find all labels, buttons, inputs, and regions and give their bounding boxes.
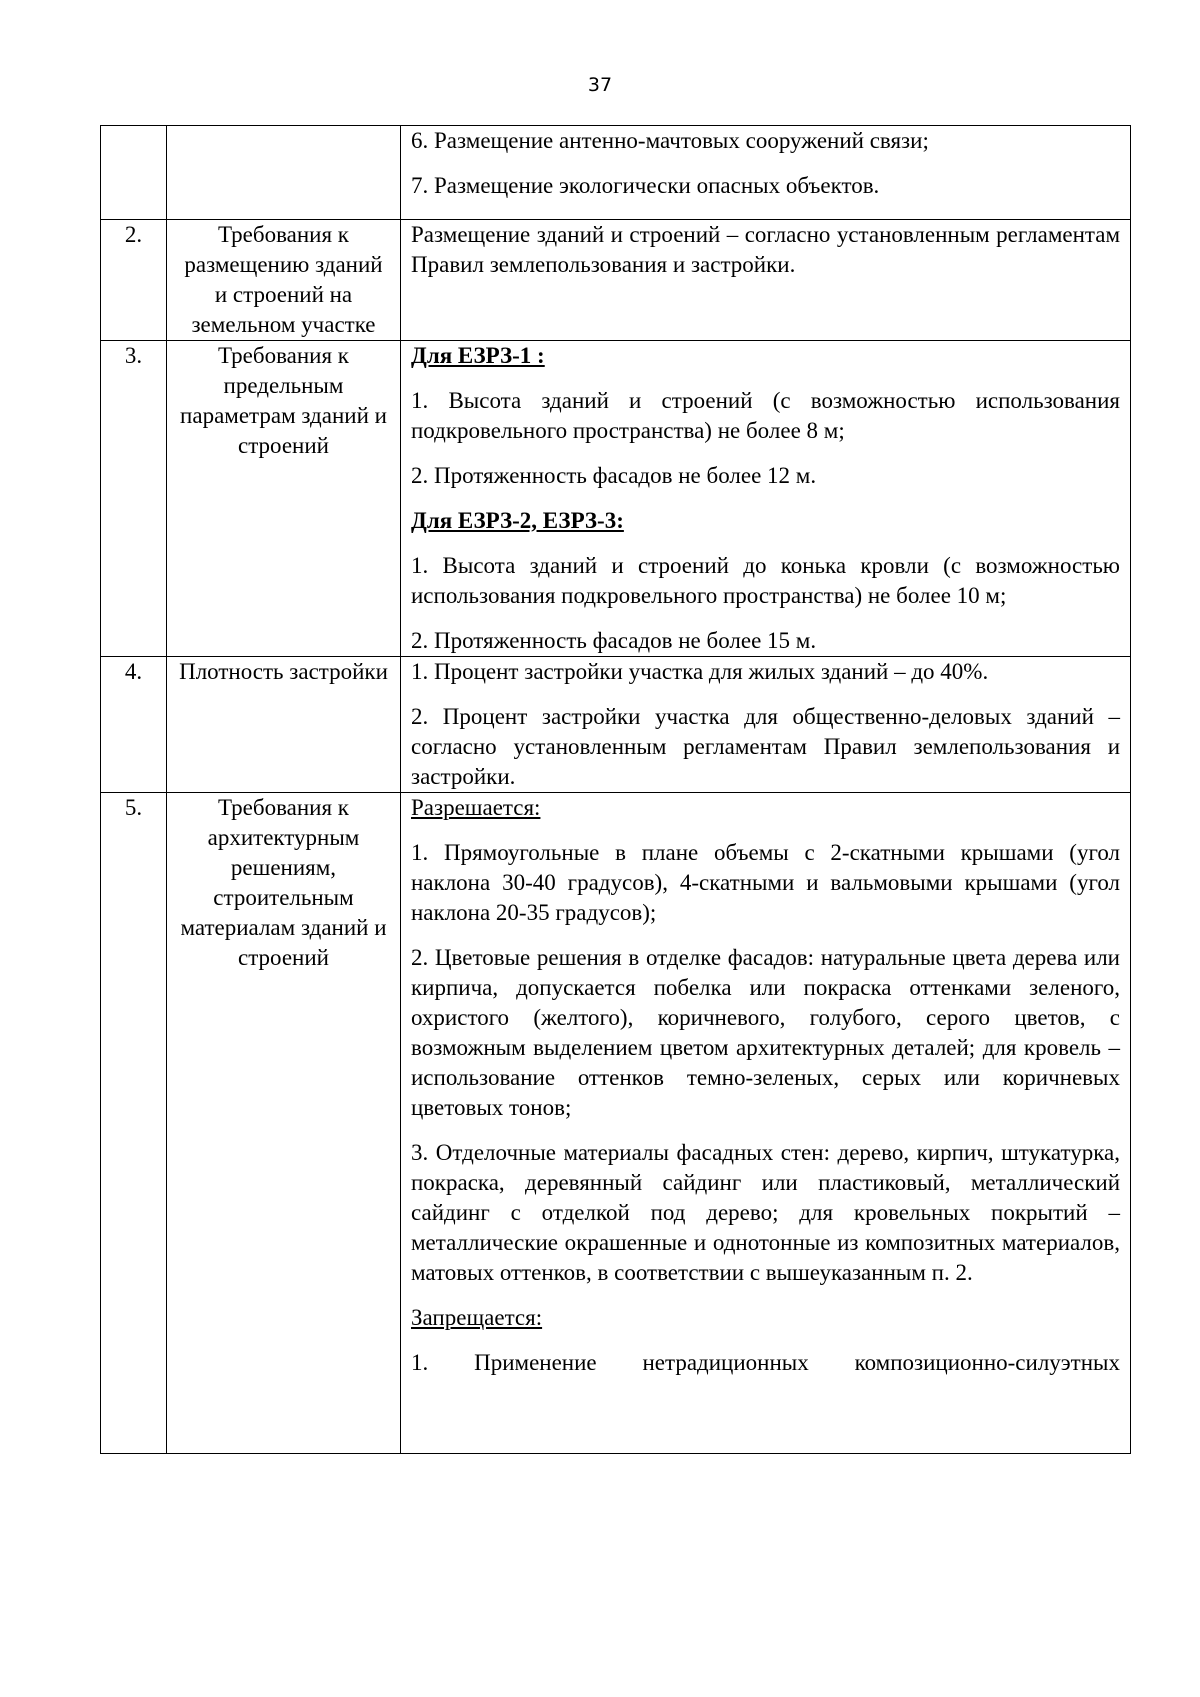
paragraph: 2. Протяженность фасадов не более 15 м. [411, 628, 817, 653]
page-number: 37 [587, 74, 613, 96]
row-title: Требования к размещению зданий и строений на земельном участке [167, 220, 401, 341]
row-number: 2. [101, 220, 167, 341]
paragraph: 1. Высота зданий и строений (с возможностью использования подкровельного пространства) не более 8 м; [411, 388, 1120, 443]
row-title: Требования к архитектурным решениям, строительным материалам зданий и строений [167, 793, 401, 1454]
row-number: 5. [101, 793, 167, 1454]
paragraph: 6. Размещение антенно-мачтовых сооружений связи; [411, 128, 929, 153]
row-title: Требования к предельным параметрам зданий и строений [167, 341, 401, 657]
paragraph: 2. Протяженность фасадов не более 12 м. [411, 463, 817, 488]
table-row [101, 341, 1131, 657]
paragraph: 1. Высота зданий и строений до конька кровли (с возможностью использования подкровельного пространства) не более 10 м; [411, 553, 1120, 608]
row-content [401, 220, 1131, 341]
paragraph: 1. Процент застройки участка для жилых зданий – до 40%. [411, 659, 989, 684]
paragraph: 2. Процент застройки участка для общественно-деловых зданий – согласно установленным регламентам Правил землепользования и застройки. [411, 704, 1120, 789]
table-row [101, 793, 1131, 1454]
paragraph: 3. Отделочные материалы фасадных стен: дерево, кирпич, штукатурка, покраска, деревянный сайдинг или пластиковый, металлический сайдинг с отделкой под дерево; для кровельных покрытий – металлические окрашенные и однотонные из композитных материалов, матовых оттенков, в соответствии с вышеуказанным п. 2. [411, 1140, 1120, 1285]
paragraph: 1. Применение нетрадиционных композиционно-силуэтных [411, 1350, 1120, 1375]
row-number: 3. [101, 341, 167, 657]
row-number: 4. [101, 657, 167, 793]
subsection-heading: Запрещается: [411, 1305, 543, 1330]
row-title [167, 126, 401, 220]
row-content [401, 126, 1131, 220]
table-row [101, 126, 1131, 220]
row-title: Плотность застройки [167, 657, 401, 793]
regulations-table [100, 125, 1131, 1454]
table-row [101, 220, 1131, 341]
row-content [401, 341, 1131, 657]
paragraph: 1. Прямоугольные в плане объемы с 2-скатными крышами (угол наклона 30-40 градусов), 4-скатными и вальмовыми крышами (угол наклона 20-35 градусов); [411, 840, 1120, 925]
paragraph: Размещение зданий и строений – согласно установленным регламентам Правил землепользования и застройки. [411, 222, 1120, 277]
paragraph: 7. Размещение экологически опасных объектов. [411, 173, 880, 198]
row-number [101, 126, 167, 220]
subsection-heading: Для ЕЗРЗ-1 : [411, 343, 545, 368]
subsection-heading: Для ЕЗРЗ-2, ЕЗРЗ-3: [411, 508, 624, 533]
paragraph: 2. Цветовые решения в отделке фасадов: натуральные цвета дерева или кирпича, допускается побелка или покраска оттенками зеленого, охристого (желтого), коричневого, голубого, серого цветов, с возможным выделением цветом архитектурных деталей; для кровель – использование оттенков темно-зеленых, серых или коричневых цветовых тонов; [411, 945, 1120, 1120]
table-row [101, 657, 1131, 793]
row-content [401, 657, 1131, 793]
subsection-heading: Разрешается: [411, 795, 541, 820]
row-content [401, 793, 1131, 1454]
